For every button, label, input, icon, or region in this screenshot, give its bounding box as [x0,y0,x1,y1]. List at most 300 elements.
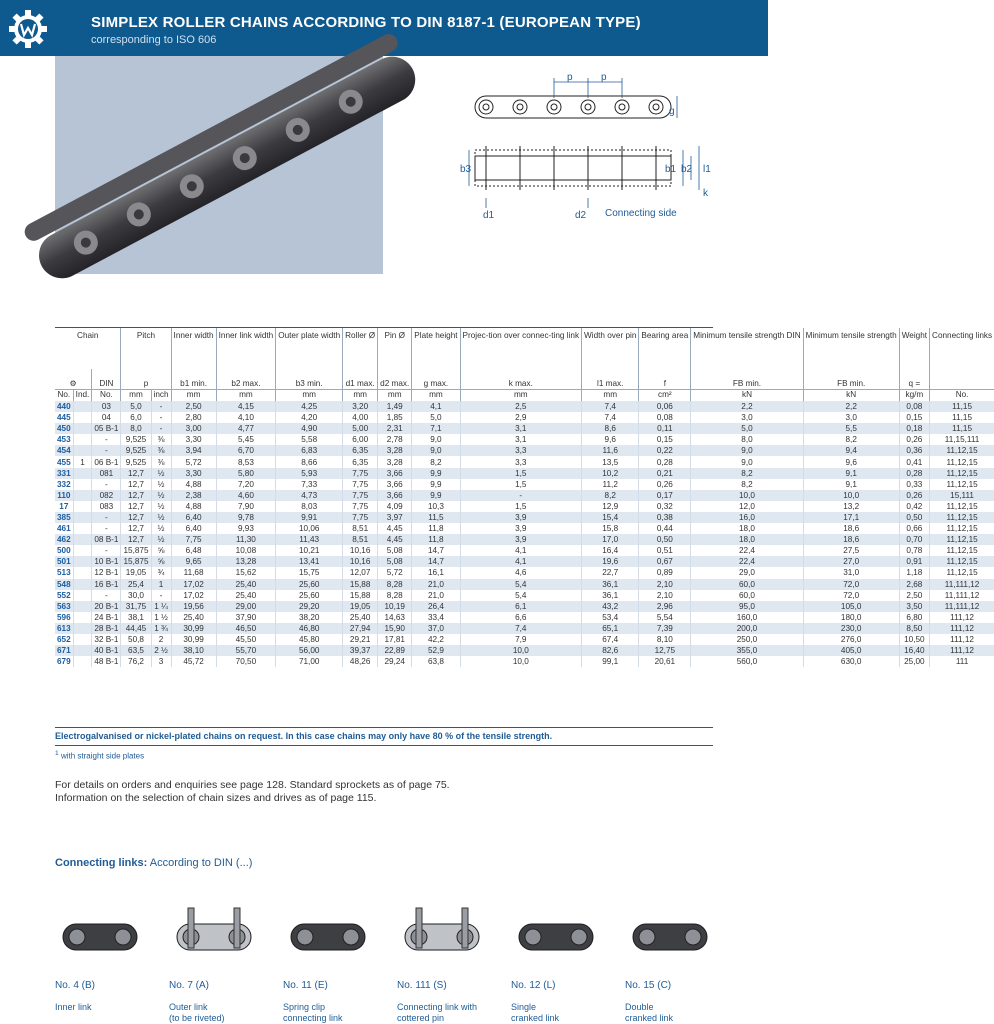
table-cell: 7,39 [639,623,691,634]
table-cell [73,534,92,545]
table-cell: 11,12,15 [930,468,994,479]
drawing-label-k: k [703,188,708,199]
table-cell: 4,88 [171,479,216,490]
table-cell: 16,40 [899,645,929,656]
table-cell: 15,875 [121,556,151,567]
table-cell: 2,31 [378,423,412,434]
table-cell: 11,12,15 [930,545,994,556]
table-cell: 5,0 [691,423,803,434]
table-cell: 27,0 [803,556,899,567]
table-cell: 230,0 [803,623,899,634]
table-cell: 8,6 [582,423,639,434]
table-row [55,623,994,634]
table-cell [73,601,92,612]
page-subtitle: corresponding to ISO 606 [91,34,217,46]
table-cell: 10,21 [276,545,343,556]
table-cell: 25,60 [276,590,343,601]
table-cell: 180,0 [803,612,899,623]
table-cell: 1,5 [460,479,582,490]
table-cell: 2,50 [899,590,929,601]
table-cell: 6,35 [343,445,378,456]
connecting-links-heading [55,857,252,869]
table-cell: 55,70 [216,645,276,656]
table-cell: 2 [151,634,171,645]
table-cell: ½ [151,501,171,512]
connecting-link-desc-line2: cranked link [625,1013,674,1023]
table-cell: 3,3 [460,456,582,467]
table-cell: 3,50 [899,601,929,612]
table-cell: 3,30 [171,468,216,479]
table-cell: 9,1 [803,479,899,490]
table-cell: 76,2 [121,656,151,667]
chain-spec-table [55,328,994,667]
sym-k: k max. [460,369,582,390]
table-cell: 10,0 [460,656,582,667]
chain-number-cell: 501 [55,556,73,567]
table-cell: 6,6 [460,612,582,623]
table-cell: 11,6 [582,445,639,456]
col-pin: Pin Ø [378,328,412,369]
table-cell: 19,05 [121,567,151,578]
table-cell: 45,80 [276,634,343,645]
table-cell [73,545,92,556]
connecting-link-description [625,1002,673,1024]
chain-number-cell: 453 [55,434,73,445]
table-cell: 50,8 [121,634,151,645]
col-connecting-links: Connecting links [930,328,994,369]
table-cell: 29,21 [343,634,378,645]
chain-number-cell: 596 [55,612,73,623]
table-cell: 9,6 [582,434,639,445]
table-cell: 0,78 [899,545,929,556]
col-tensile: Minimum tensile strength [803,328,899,369]
table-cell: 2,78 [378,434,412,445]
table-cell: 1,5 [460,468,582,479]
col-plate-height: Plate height [412,328,460,369]
sym-din: DIN [92,369,121,390]
connecting-link-desc-line1: Outer link [169,1002,208,1012]
table-cell: 13,2 [803,501,899,512]
sym-f: f [639,369,691,390]
table-row [55,556,994,567]
unit-cell: Ind. [73,390,92,402]
table-cell: 10,2 [582,468,639,479]
unit-cell: mm [171,390,216,402]
drawing-label-b1: b1 [665,164,677,175]
table-cell: 2,38 [171,490,216,501]
table-cell: 1 ½ [151,612,171,623]
table-cell: 0,22 [639,445,691,456]
table-cell: 31,0 [803,567,899,578]
table-cell: 2 ½ [151,645,171,656]
table-cell: - [92,545,121,556]
chain-number-cell: 385 [55,512,73,523]
table-cell: ⅝ [151,556,171,567]
table-cell: 9,525 [121,456,151,467]
connecting-link-item [55,898,165,1024]
chain-drawing [455,68,715,228]
table-cell: 16,0 [691,512,803,523]
table-cell: 11,12,15 [930,534,994,545]
table-cell: 8,51 [343,534,378,545]
table-cell: 9,9 [412,490,460,501]
table-cell: 28 B-1 [92,623,121,634]
table-cell: 7,9 [460,634,582,645]
table-cell: - [92,434,121,445]
table-cell: 9,4 [803,445,899,456]
table-header-row [55,328,994,369]
table-cell: 3,9 [460,523,582,534]
table-cell: ½ [151,512,171,523]
sym-fb: FB min. [803,369,899,390]
table-cell: 3,30 [171,434,216,445]
table-cell: 4,10 [216,412,276,423]
table-cell: 14,7 [412,556,460,567]
table-cell: 1 [73,456,92,467]
table-cell: 0,26 [899,434,929,445]
table-cell: 8,51 [343,523,378,534]
details-line-2: Information on the selection of chain sizes and drives as of page 115. [55,792,377,804]
table-cell: 8,2 [412,456,460,467]
table-cell: 9,1 [803,468,899,479]
table-cell: 3,0 [803,412,899,423]
table-cell: 39,37 [343,645,378,656]
table-cell: 11,111,12 [930,601,994,612]
table-cell [73,645,92,656]
drawing-label-d2: d2 [575,210,587,221]
footnote-mark: 1 [55,750,59,757]
table-cell: 21,0 [412,579,460,590]
table-cell: 111 [930,656,994,667]
table-cell: 3,3 [460,445,582,456]
table-cell: 67,4 [582,634,639,645]
table-cell: 25,40 [216,590,276,601]
table-cell: 13,41 [276,556,343,567]
table-cell: 21,0 [412,590,460,601]
table-cell: 1 ¾ [151,623,171,634]
table-cell: 19,05 [343,601,378,612]
table-cell: 0,18 [899,423,929,434]
table-cell: 11,111,12 [930,579,994,590]
table-cell: 0,50 [899,512,929,523]
table-cell [73,401,92,412]
table-cell: 24 B-1 [92,612,121,623]
table-cell: 5,0 [121,401,151,412]
table-cell: 0,15 [639,434,691,445]
drawing-label-g: g [669,106,675,117]
company-logo [0,0,56,56]
table-cell: 2,96 [639,601,691,612]
table-cell: 72,0 [803,579,899,590]
table-cell: 081 [92,468,121,479]
table-cell: 9,78 [216,512,276,523]
table-cell: 60,0 [691,579,803,590]
unit-cell: kg/m [899,390,929,402]
unit-cell: mm [343,390,378,402]
chain-number-cell: 454 [55,445,73,456]
table-cell: 15,4 [582,512,639,523]
table-cell: 7,75 [343,490,378,501]
table-cell: 3,28 [378,456,412,467]
table-cell: ½ [151,534,171,545]
table-cell: 37,0 [412,623,460,634]
table-row [55,445,994,456]
table-cell: 3,1 [460,423,582,434]
table-cell: 38,10 [171,645,216,656]
table-cell: 4,25 [276,401,343,412]
table-cell: 111,12 [930,634,994,645]
table-bottom-rule [55,727,713,728]
table-cell: 2,68 [899,579,929,590]
table-cell: 0,17 [639,490,691,501]
table-cell: 5,45 [216,434,276,445]
col-bearing-area: Bearing area [639,328,691,369]
table-cell: 19,6 [582,556,639,567]
table-cell: 11,8 [412,534,460,545]
table-cell: 19,56 [171,601,216,612]
table-cell: 0,26 [899,490,929,501]
table-cell: 8,10 [639,634,691,645]
table-cell: 10,16 [343,545,378,556]
table-cell: 40 B-1 [92,645,121,656]
connecting-link-item [283,898,393,1024]
table-cell: 7,75 [171,534,216,545]
table-cell: 37,90 [216,612,276,623]
table-cell: 22,89 [378,645,412,656]
table-cell: 7,1 [412,423,460,434]
table-cell: 15,75 [276,567,343,578]
table-cell: 48,26 [343,656,378,667]
table-cell: 16,4 [582,545,639,556]
table-cell: 13,28 [216,556,276,567]
table-cell: 30,99 [171,634,216,645]
table-cell: 7,75 [343,501,378,512]
table-cell: 2,10 [639,579,691,590]
footnote-text: with straight side plates [60,751,145,761]
table-cell: 17,02 [171,590,216,601]
table-cell: 20 B-1 [92,601,121,612]
table-cell: 45,72 [171,656,216,667]
table-cell: 4,45 [378,523,412,534]
sym-p: p [121,369,171,390]
table-cell: 355,0 [691,645,803,656]
chain-number-cell: 552 [55,590,73,601]
table-cell: 12,07 [343,567,378,578]
table-cell: 0,91 [899,556,929,567]
footnote [55,750,144,761]
sym-b1: b1 min. [171,369,216,390]
table-cell: 20,61 [639,656,691,667]
table-cell: 0,50 [639,534,691,545]
connecting-link-item [625,898,735,1024]
table-cell: 8,50 [899,623,929,634]
connecting-link-image [169,898,259,968]
table-cell: 9,525 [121,434,151,445]
table-cell: 2,10 [639,590,691,601]
table-cell: 10,19 [378,601,412,612]
table-cell: 105,0 [803,601,899,612]
table-cell [73,490,92,501]
table-cell: 5,00 [343,423,378,434]
table-cell: 3,00 [171,423,216,434]
table-cell: 30,0 [121,590,151,601]
connecting-link-desc-line1: Inner link [55,1002,92,1012]
table-cell: 12,0 [691,501,803,512]
table-cell: - [92,479,121,490]
table-cell: 4,73 [276,490,343,501]
table-cell: 6,40 [171,512,216,523]
table-cell: 9,0 [691,445,803,456]
table-cell: ⅜ [151,434,171,445]
table-cell: 14,7 [412,545,460,556]
chain-number-cell: 440 [55,401,73,412]
table-row [55,645,994,656]
table-cell: 9,91 [276,512,343,523]
table-cell: ¾ [151,567,171,578]
table-cell: 27,94 [343,623,378,634]
table-cell: 11,12,15 [930,567,994,578]
details-paragraph [55,779,450,805]
brand-icon: ⚙ [69,379,77,388]
table-cell [73,590,92,601]
col-inner-width: Inner width [171,328,216,369]
table-cell: 160,0 [691,612,803,623]
connecting-link-description [397,1002,477,1024]
table-cell: 11,12,15 [930,479,994,490]
table-cell: 9,9 [412,479,460,490]
table-cell: 2,2 [691,401,803,412]
drawing-label-b3: b3 [460,164,472,175]
connecting-links-label: Connecting links: [55,857,148,869]
table-cell: 9,525 [121,445,151,456]
table-cell: 6,0 [121,412,151,423]
table-cell: 11,12,15 [930,523,994,534]
table-cell: 8,66 [276,456,343,467]
table-cell [73,512,92,523]
table-cell: 7,75 [343,479,378,490]
chain-number-cell: 513 [55,567,73,578]
page-title: SIMPLEX ROLLER CHAINS ACCORDING TO DIN 8187-1 (EUROPEAN TYPE) [91,14,641,31]
table-cell: 0,26 [639,479,691,490]
unit-cell: mm [582,390,639,402]
table-cell: 083 [92,501,121,512]
table-cell [73,612,92,623]
table-cell: 10,0 [803,490,899,501]
table-cell: 18,0 [691,534,803,545]
table-cell: 52,9 [412,645,460,656]
unit-cell: No. [55,390,73,402]
table-cell: 8,2 [582,490,639,501]
table-cell: ½ [151,479,171,490]
table-row [55,456,994,467]
table-cell: 53,4 [582,612,639,623]
chain-number-cell: 548 [55,579,73,590]
col-inner-link-width: Inner link width [216,328,276,369]
table-cell: 95,0 [691,601,803,612]
connecting-link-desc-line2: cottered pin [397,1013,445,1023]
table-cell: 6,35 [343,456,378,467]
table-row [55,590,994,601]
connecting-link-number: No. 111 (S) [397,980,447,991]
table-cell: ⅜ [151,445,171,456]
table-row [55,523,994,534]
table-cell: 0,33 [899,479,929,490]
chain-number-cell: 563 [55,601,73,612]
table-cell: 5,54 [639,612,691,623]
table-cell: 25,60 [276,579,343,590]
table-cell [73,656,92,667]
drawing-label-b2: b2 [681,164,693,175]
table-cell: 72,0 [803,590,899,601]
table-cell: 3,20 [343,401,378,412]
col-weight: Weight [899,328,929,369]
table-cell: 16,1 [412,567,460,578]
table-cell: 71,00 [276,656,343,667]
table-cell: 12 B-1 [92,567,121,578]
connecting-link-item [397,898,507,1024]
table-cell: 111,12 [930,612,994,623]
connecting-link-item [511,898,621,1024]
table-cell: 29,20 [276,601,343,612]
table-cell: 04 [92,412,121,423]
table-cell: 5,0 [412,412,460,423]
connecting-link-image [55,898,145,968]
table-cell: 16 B-1 [92,579,121,590]
table-cell: 0,42 [899,501,929,512]
table-cell: 0,21 [639,468,691,479]
table-cell: 12,7 [121,501,151,512]
table-row [55,545,994,556]
table-cell: 3,9 [460,534,582,545]
table-cell: 22,4 [691,556,803,567]
table-cell: - [460,490,582,501]
connecting-link-description [511,1002,559,1024]
chain-number-cell: 450 [55,423,73,434]
table-cell: 7,4 [460,623,582,634]
chain-photo [55,56,383,274]
connecting-link-item [169,898,279,1024]
table-cell: 11,12,15 [930,501,994,512]
chain-number-cell: 445 [55,412,73,423]
table-cell [73,445,92,456]
unit-cell: mm [216,390,276,402]
table-cell: 111,12 [930,645,994,656]
table-cell: 8,2 [691,468,803,479]
chain-number-cell: 461 [55,523,73,534]
table-cell: 11,15 [930,412,994,423]
col-projection: Projec-tion over connec-ting link [460,328,582,369]
table-cell: 10,3 [412,501,460,512]
table-cell: 9,93 [216,523,276,534]
table-cell [73,468,92,479]
connecting-link-desc-line1: Connecting link with [397,1002,478,1012]
table-cell: 18,0 [691,523,803,534]
table-cell: 3,1 [460,434,582,445]
table-cell: 99,1 [582,656,639,667]
col-outer-plate-width: Outer plate width [276,328,343,369]
table-cell: 38,20 [276,612,343,623]
table-cell: 0,44 [639,523,691,534]
table-cell: 2,50 [171,401,216,412]
table-cell: ⅝ [151,545,171,556]
table-cell: 9,0 [412,434,460,445]
unit-cell: inch [151,390,171,402]
table-cell: 33,4 [412,612,460,623]
table-row [55,412,994,423]
table-cell: 15,875 [121,545,151,556]
table-cell [73,434,92,445]
table-cell: 0,51 [639,545,691,556]
